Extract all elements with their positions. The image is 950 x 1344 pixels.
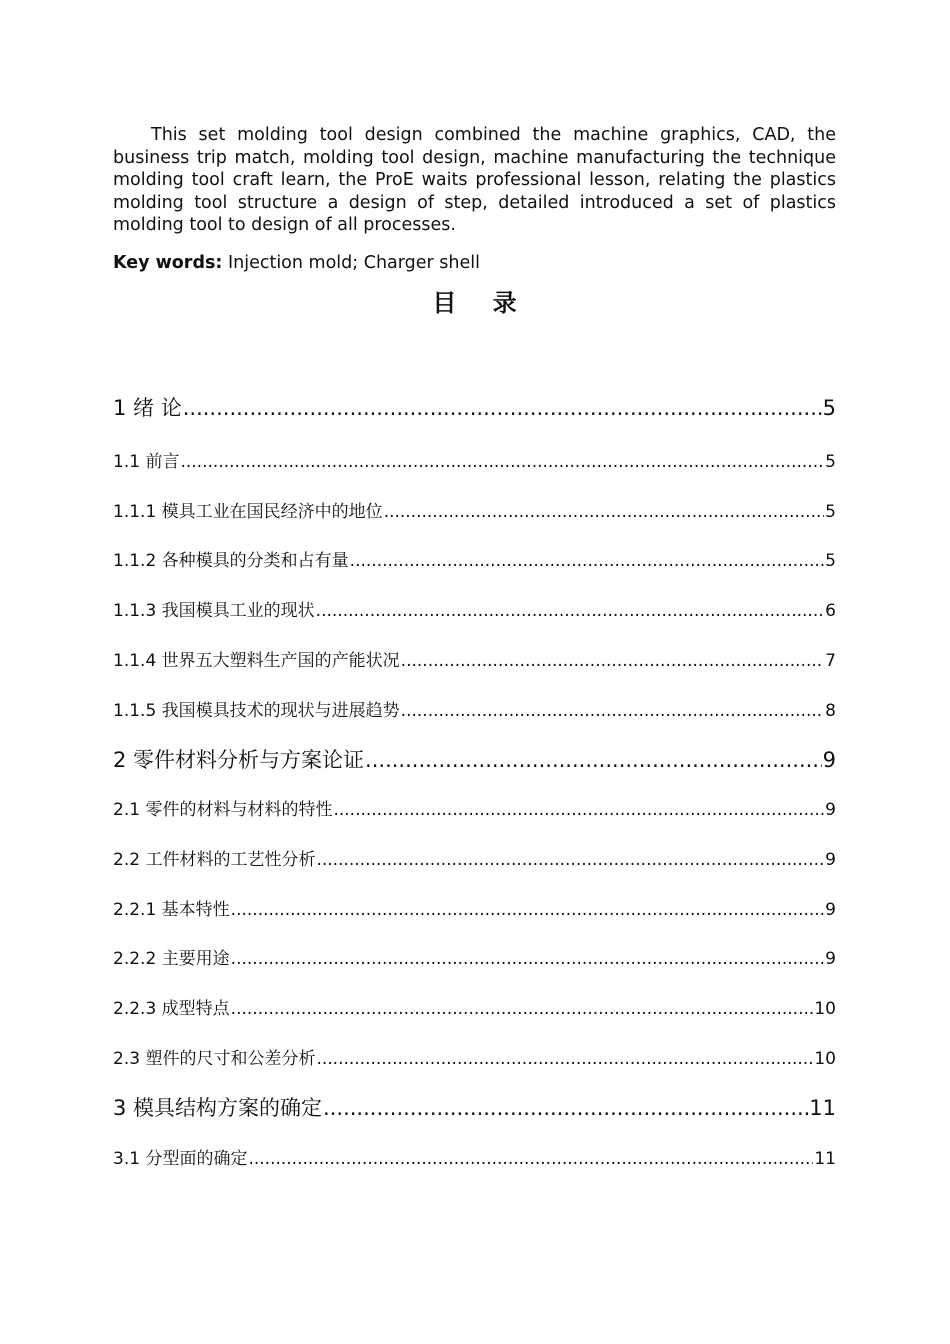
toc-entry-title: 2.2.2 主要用途 (113, 949, 230, 969)
keywords-value: Injection mold; Charger shell (222, 252, 480, 273)
toc-entry-title: 1.1.3 我国模具工业的现状 (113, 601, 315, 621)
toc-leader-dots (231, 900, 825, 920)
toc-entry-page: 10 (814, 1049, 836, 1069)
toc-entry-title: 2.2.3 成型特点 (113, 999, 230, 1019)
toc-entry-page: 5 (825, 551, 836, 571)
toc-entry-title: 1.1.1 模具工业在国民经济中的地位 (113, 502, 383, 522)
toc-leader-dots (316, 1049, 813, 1069)
toc-entry-chapter-3[interactable] (113, 1092, 836, 1122)
toc-entry-title: 1.1 前言 (113, 452, 180, 472)
toc-leader-dots (323, 1096, 808, 1120)
toc-title: 目 录 (432, 288, 531, 317)
toc-leader-dots (401, 651, 825, 671)
toc-leader-dots (333, 800, 824, 820)
toc-entry-page: 9 (825, 800, 836, 820)
toc-leader-dots (180, 452, 824, 472)
toc-leader-dots (231, 949, 825, 969)
toc-entry-2-1[interactable] (113, 795, 836, 821)
toc-entry-page: 9 (825, 949, 836, 969)
toc-leader-dots (365, 748, 822, 772)
toc-entry-1-1-1[interactable] (113, 497, 836, 523)
toc-entry-3-1[interactable] (113, 1144, 836, 1170)
toc-entry-chapter-2[interactable] (113, 744, 836, 774)
toc-leader-dots (384, 502, 825, 522)
toc-entry-page: 9 (825, 900, 836, 920)
toc-leader-dots (401, 701, 825, 721)
document-page (113, 124, 836, 318)
toc-entry-title: 2.1 零件的材料与材料的特性 (113, 800, 333, 820)
toc-entry-title: 3.1 分型面的确定 (113, 1149, 248, 1169)
toc-leader-dots (248, 1149, 813, 1169)
toc-entry-title: 1.1.4 世界五大塑料生产国的产能状况 (113, 651, 400, 671)
toc-entry-page: 7 (825, 651, 836, 671)
toc-entry-1-1-2[interactable] (113, 546, 836, 572)
toc-entry-2-2-1[interactable] (113, 895, 836, 921)
toc-entry-title: 2.2 工件材料的工艺性分析 (113, 850, 316, 870)
toc-entry-2-2[interactable] (113, 845, 836, 871)
toc-entry-2-3[interactable] (113, 1044, 836, 1070)
toc-entry-page: 6 (825, 601, 836, 621)
toc-leader-dots (183, 396, 822, 420)
toc-entry-title: 2.3 塑件的尺寸和公差分析 (113, 1049, 316, 1069)
toc-entry-title: 2.2.1 基本特性 (113, 900, 230, 920)
toc-entry-page: 9 (822, 748, 836, 772)
toc-leader-dots (350, 551, 825, 571)
toc-entry-page: 11 (814, 1149, 836, 1169)
keywords-label: Key words: (113, 252, 223, 273)
toc-leader-dots (316, 601, 825, 621)
toc-entry-page: 10 (814, 999, 836, 1019)
toc-entry-1-1-4[interactable] (113, 646, 836, 672)
toc-entry-1-1[interactable] (113, 447, 836, 473)
abstract-paragraph: This set molding tool design combined the machine graphics, CAD, the business trip match, molding tool design, machine manufacturing the technique molding tool craft learn, the ProE waits professional lesson, relating the plastics molding tool structure a design of step, detailed introduced a set of plastics molding tool to design of all processes. (113, 125, 836, 235)
toc-entry-page: 8 (825, 701, 836, 721)
keywords-line (113, 252, 836, 274)
toc-leader-dots (316, 850, 824, 870)
toc-entry-title: 2 零件材料分析与方案论证 (113, 748, 365, 772)
toc-entry-page: 5 (825, 452, 836, 472)
toc-entry-title: 1.1.5 我国模具技术的现状与进展趋势 (113, 701, 400, 721)
toc-entry-title: 3 模具结构方案的确定 (113, 1096, 323, 1120)
toc-entry-page: 5 (822, 396, 836, 420)
toc-leader-dots (231, 999, 814, 1019)
toc-entry-title: 1 绪 论 (113, 396, 182, 420)
toc-entry-page: 9 (825, 850, 836, 870)
toc-entry-2-2-2[interactable] (113, 944, 836, 970)
toc-entry-title: 1.1.2 各种模具的分类和占有量 (113, 551, 349, 571)
toc-entry-chapter-1[interactable] (113, 392, 836, 422)
toc-entry-1-1-5[interactable] (113, 696, 836, 722)
toc-entry-1-1-3[interactable] (113, 596, 836, 622)
toc-entry-page: 5 (825, 502, 836, 522)
toc-entry-2-2-3[interactable] (113, 994, 836, 1020)
toc-entry-page: 11 (809, 1096, 836, 1120)
